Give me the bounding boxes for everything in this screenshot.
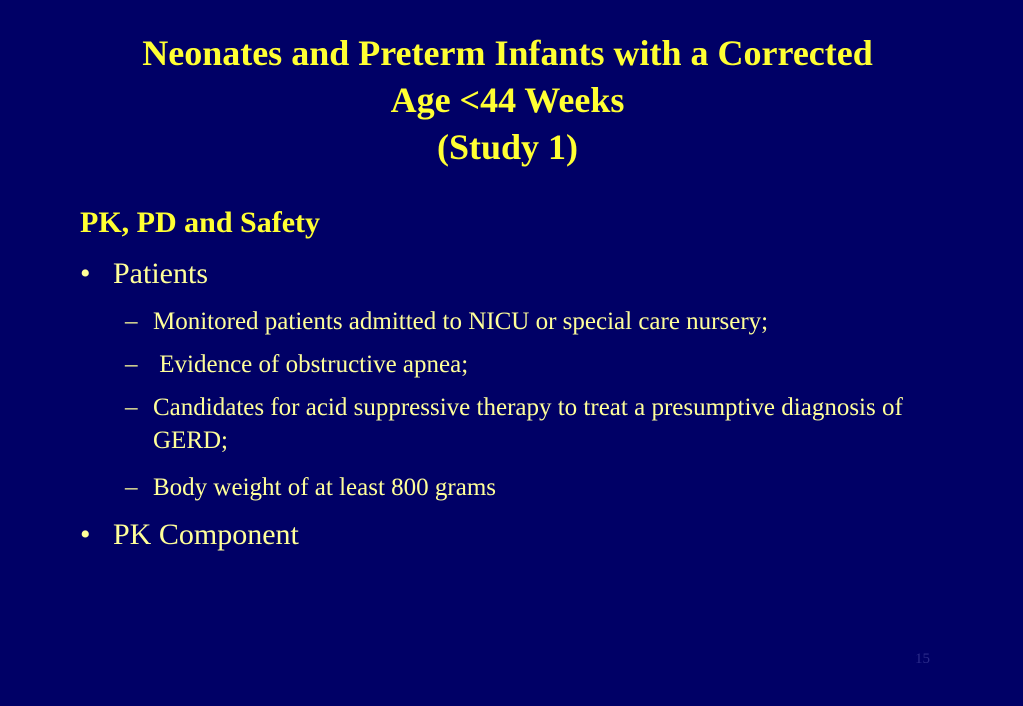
bullet-label: PK Component — [113, 518, 299, 551]
bullet-marker: • — [80, 518, 91, 551]
section-heading: PK, PD and Safety — [80, 206, 320, 239]
dash-marker: – — [125, 351, 138, 378]
title-line-2: Age <44 Weeks — [390, 80, 625, 120]
dash-marker: – — [125, 394, 138, 421]
sub-item-text: Candidates for acid suppressive therapy to treat a presumptive diagnosis of GERD; — [153, 394, 903, 454]
sub-item-body-weight — [125, 471, 925, 504]
sub-item-text: Body weight of at least 800 grams — [153, 474, 496, 501]
dash-marker: – — [125, 474, 138, 501]
title-line-3: (Study 1) — [436, 127, 579, 167]
sub-item-acid-suppressive-candidates — [125, 391, 925, 457]
title-line-1: Neonates and Preterm Infants with a Corrected — [142, 33, 873, 73]
sub-item-text: Evidence of obstructive apnea; — [153, 351, 469, 378]
sub-item-obstructive-apnea — [125, 348, 925, 381]
bullet-marker: • — [80, 257, 91, 290]
slide-title — [60, 30, 955, 171]
page-number: 15 — [915, 651, 930, 667]
dash-marker: – — [125, 308, 138, 335]
bullet-label: Patients — [113, 257, 208, 290]
sub-item-monitored-patients — [125, 305, 925, 338]
sub-item-text: Monitored patients admitted to NICU or special care nursery; — [153, 308, 769, 335]
